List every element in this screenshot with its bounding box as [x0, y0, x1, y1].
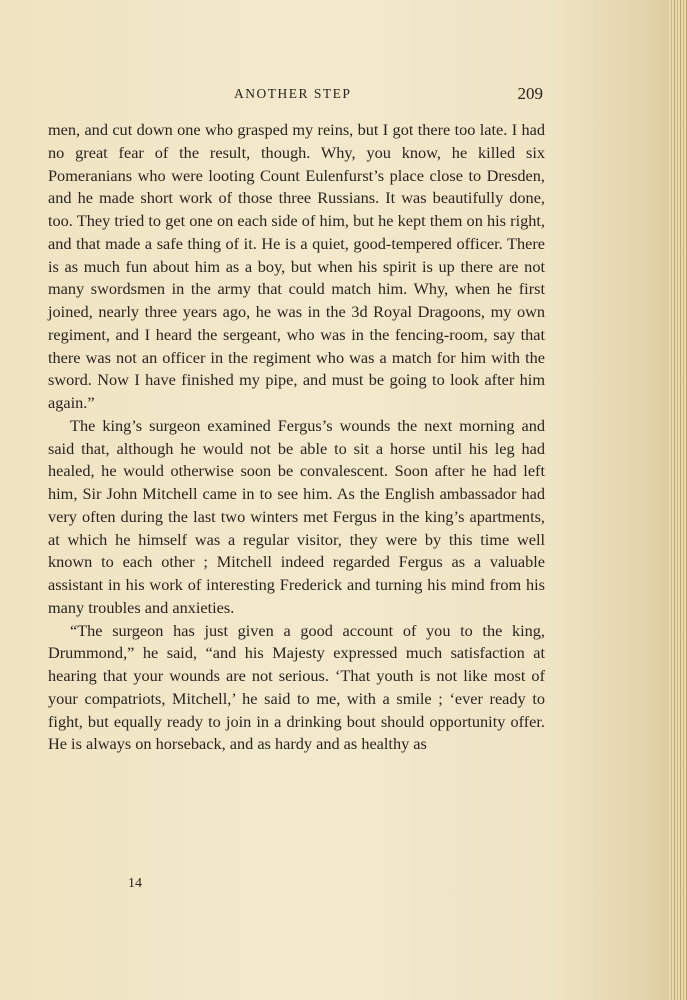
- body-text: [48, 119, 545, 756]
- page-edge: [669, 0, 687, 1000]
- paragraph: men, and cut down one who grasped my reins, but I got there too late. I had no great fear of the result, though. Why, you know, he killed six Pomeranians who were looting Count Eulenfurst’s place close to Dresden, and he made short work of those three Russians. It was beautifully done, too. They tried to get one on each side of him, but he kept them on his right, and that made a safe thing of it. He is a quiet, good-tempered officer. There is as much fun about him as a boy, but when his spirit is up there are not many swordsmen in the army that could match him. Why, when he first joined, nearly three years ago, he was in the 3d Royal Dragoons, my own regiment, and I heard the sergeant, who was in the fencing-room, say that there was not an officer in the regiment who was a match for him with the sword. Now I have finished my pipe, and must be going to look after him again.”: [48, 120, 545, 412]
- paragraph: “The surgeon has just given a good account of you to the king, Drummond,” he said, “and his Majesty expressed much satisfaction at hearing that your wounds are not serious. ‘That youth is not like most of your compatriots, Mitchell,’ he said to me, with a smile ; ‘ever ready to fight, but equally ready to join in a drinking bout should opportunity offer. He is always on horseback, and as hardy and as healthy as: [48, 620, 545, 754]
- page-header: [48, 84, 545, 106]
- page-number: 209: [517, 84, 543, 103]
- running-head: ANOTHER STEP: [234, 86, 352, 101]
- paragraph: The king’s surgeon examined Fergus’s wounds the next morning and said that, although he would not be able to sit a horse until his leg had healed, he would otherwise soon be convalescent. Soon after he had left him, Sir John Mitchell came in to see him. As the English ambassador had very often during the last two winters met Fergus in the king’s apartments, at which he himself was a regular visitor, they were by this time well known to each other ; Mitchell indeed regarded Fergus as a valuable assistant in his work of interesting Frederick and turning his mind from his many troubles and anxieties.: [48, 415, 545, 617]
- signature-mark: 14: [128, 876, 142, 891]
